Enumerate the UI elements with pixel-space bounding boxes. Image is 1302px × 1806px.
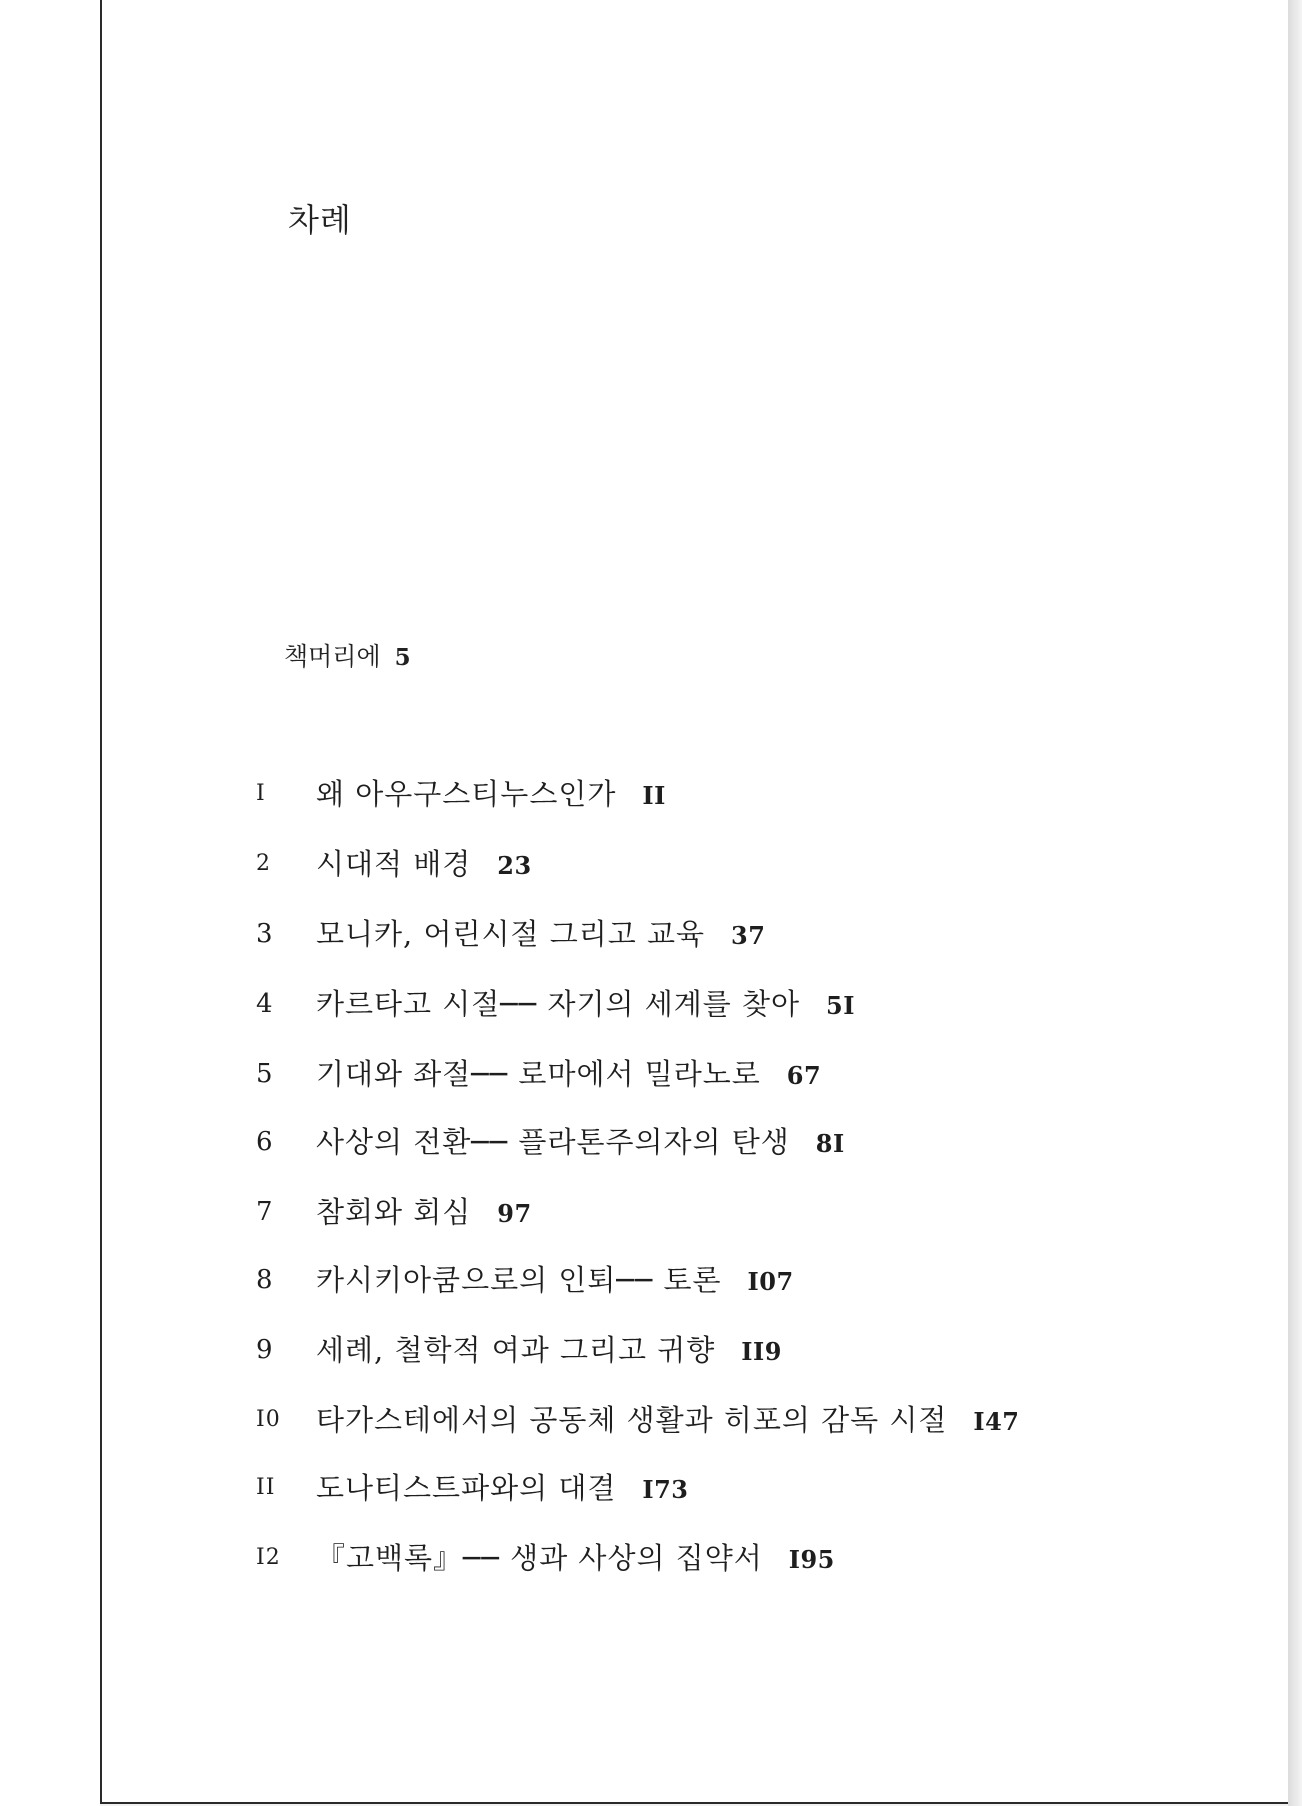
chapter-title xyxy=(316,842,532,888)
chapter-number: 2 xyxy=(256,851,271,876)
chapter-title xyxy=(316,912,765,958)
chapter-number: 8 xyxy=(256,1265,273,1295)
chapter-number: 3 xyxy=(256,919,273,949)
chapter-page-number: I95 xyxy=(788,1545,835,1574)
chapter-title-text: 도나티스트파와의 대결 xyxy=(316,1471,617,1505)
chapter-title-text: 왜 아우구스티누스인가 xyxy=(316,777,617,811)
chapter-number: I xyxy=(256,781,266,806)
chapter-title-text: 기대와 좌절── 로마에서 밀라노로 xyxy=(316,1057,761,1091)
chapter-number: 4 xyxy=(256,989,273,1019)
chapter-page-number: II9 xyxy=(741,1337,782,1366)
preface-page-number: 5 xyxy=(394,644,411,671)
chapter-number: II xyxy=(256,1475,276,1500)
left-margin xyxy=(0,0,100,1806)
toc-heading: 차례 xyxy=(288,201,352,239)
page-edge-shadow xyxy=(1288,0,1302,1806)
chapter-number: 7 xyxy=(256,1197,273,1227)
toc-preface xyxy=(284,640,411,675)
chapter-title-text: 시대적 배경 xyxy=(316,847,472,881)
chapter-page-number: 67 xyxy=(786,1061,822,1090)
chapter-title xyxy=(316,982,855,1028)
chapter-number: I0 xyxy=(256,1407,281,1432)
chapter-title xyxy=(316,1190,532,1236)
chapter-title-text: 사상의 전환── 플라톤주의자의 탄생 xyxy=(316,1125,790,1159)
chapter-page-number: 37 xyxy=(731,921,766,950)
chapter-title xyxy=(316,1398,1020,1444)
chapter-title xyxy=(316,1052,821,1098)
chapter-title-text: 타가스테에서의 공동체 생활과 히포의 감독 시절 xyxy=(316,1403,948,1437)
preface-label: 책머리에 xyxy=(284,642,381,671)
chapter-title-text: 세례, 철학적 여과 그리고 귀향 xyxy=(316,1333,716,1367)
chapter-title-text: 모니카, 어린시절 그리고 교육 xyxy=(316,917,706,951)
chapter-number: I2 xyxy=(256,1545,281,1570)
chapter-page-number: I07 xyxy=(747,1267,794,1296)
chapter-page-number: 97 xyxy=(497,1199,532,1228)
chapter-title xyxy=(316,1258,794,1304)
chapter-title-text: 참회와 회심 xyxy=(316,1195,472,1229)
chapter-number: 5 xyxy=(256,1059,273,1089)
chapter-title xyxy=(316,1120,845,1166)
chapter-title xyxy=(316,1536,835,1582)
chapter-page-number: II xyxy=(642,781,666,810)
chapter-page-number: I73 xyxy=(642,1475,689,1504)
book-page xyxy=(100,0,1288,1804)
chapter-title xyxy=(316,1328,782,1374)
chapter-title-text: 『고백록』── 생과 사상의 집약서 xyxy=(316,1541,763,1575)
chapter-title-text: 카르타고 시절── 자기의 세계를 찾아 xyxy=(316,987,800,1021)
chapter-title-text: 카시키아쿰으로의 인퇴── 토론 xyxy=(316,1263,722,1297)
chapter-title xyxy=(316,772,666,818)
chapter-title xyxy=(316,1466,688,1512)
chapter-page-number: 5I xyxy=(826,991,855,1020)
chapter-number: 9 xyxy=(256,1335,273,1365)
chapter-page-number: 8I xyxy=(815,1129,845,1158)
chapter-page-number: I47 xyxy=(973,1407,1020,1436)
chapter-number: 6 xyxy=(256,1127,273,1157)
chapter-page-number: 23 xyxy=(497,851,532,880)
